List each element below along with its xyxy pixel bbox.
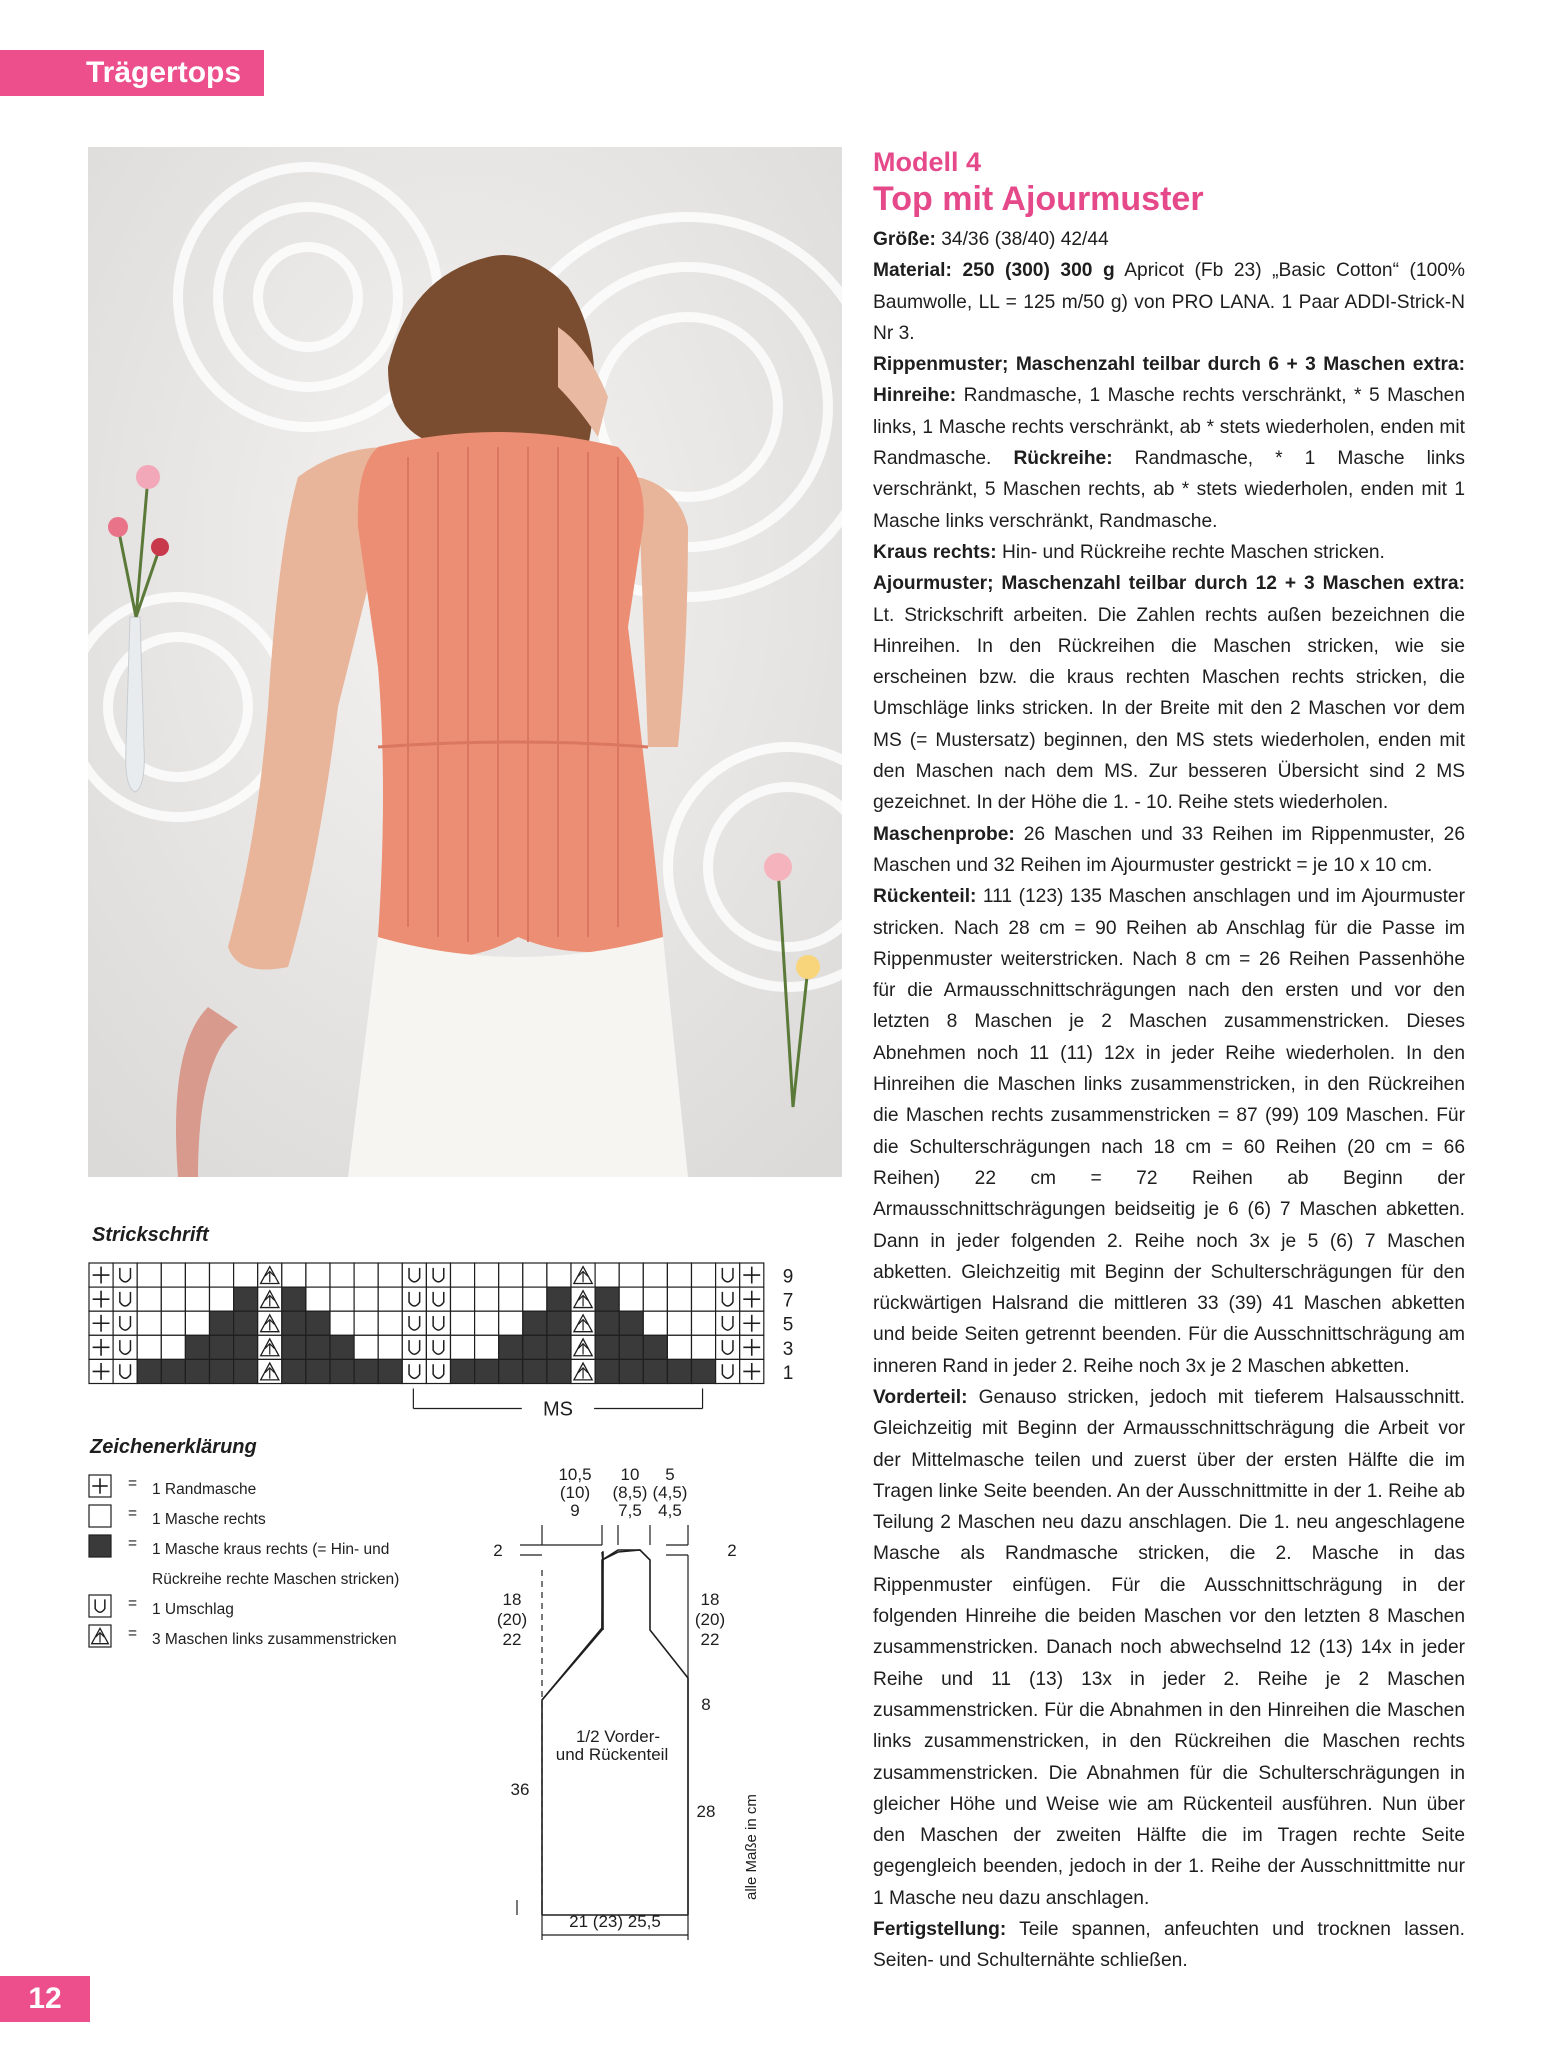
chart-cell [475,1287,499,1311]
chart-cell [667,1287,691,1311]
text-run: Randmasche, 1 Masche rechts verschränkt, * 5 Maschen links, 1 Masche rechts verschränkt, ab * stets wiederholen, enden mit Randmasche. [873,385,1465,470]
chart-cell [378,1311,402,1335]
chart-cell [161,1335,185,1359]
dim-body-height: 28 [696,1802,716,1821]
knitting-chart [88,1262,794,1422]
chart-cell [234,1263,258,1287]
chart-cell [426,1287,450,1311]
chart-cell [89,1359,113,1383]
chart-cell [234,1359,258,1383]
chart-cell [547,1263,571,1287]
chart-cell [161,1311,185,1335]
chart-cell [643,1335,667,1359]
legend-equals: = [128,1505,138,1522]
chart-cell [402,1287,426,1311]
page-number: 12 [0,1976,90,2022]
paragraph [873,881,1465,1382]
legend-symbol-icon [88,1474,110,1496]
chart-cell [426,1335,450,1359]
chart-cell [330,1311,354,1335]
chart-cell [354,1311,378,1335]
dim-armhole-left-3: 22 [502,1630,522,1649]
text-run: 26 Maschen und 33 Reihen im Rippenmuster, 26 Maschen und 32 Reihen im Ajourmuster gestrickt = je 10 x 10 cm. [873,823,1465,876]
dim-top-b-3: 7,5 [618,1501,642,1520]
chart-cell [378,1359,402,1383]
chart-cell [571,1287,595,1311]
chart-cell [716,1359,740,1383]
dim-width: 21 (23) 25,5 [569,1912,661,1931]
chart-cell [113,1287,137,1311]
text-run: 34/36 (38/40) 42/44 [935,229,1109,250]
chart-cell [547,1335,571,1359]
chart-cell [740,1263,764,1287]
dim-top-c-1: 5 [665,1465,675,1484]
chart-cell [161,1359,185,1383]
chart-cell [113,1359,137,1383]
center-label-2: und Rückenteil [555,1745,669,1764]
chart-cell [643,1287,667,1311]
chart-cell [667,1311,691,1335]
paragraph [873,819,1465,882]
text-run: 111 (123) 135 Maschen anschlagen und im Ajourmuster stricken. Nach 28 cm = 90 Reihen ab Anschlag für die Passe im Rippenmuster weiterstricken. Nach 8 cm = 26 Reihen Passenhöhe für die Armausschnittschrägungen nach den ersten und vor den letzten 8 Maschen je 2 Maschen zusammenstricken. Dieses Abnehmen noch 11 (11) 12x in jeder Reihe wiederholen. In den Hinreihen die Maschen links zusammenstricken, in den Rückreihen die Maschen rechts zusammenstricken = 87 (99) 109 Maschen. Für die Schulterschrägungen nach 18 cm = 60 Reihen (20 cm = 66 Reihen) 22 cm = 72 Reihen ab Beginn der Armausschnittschrägungen beidseitig je 6 (6) 7 Maschen abketten. Dann in jeder folgenden 2. Reihe noch 3x je 5 (6) 7 Maschen abketten. Gleichzeitig mit Beginn der Schulterschrägungen für den rückwärtigen Halsrand die mittleren 33 (39) 41 Maschen abketten und beide Seiten getrennt beenden. Für die Ausschnittschrägung am inneren Rand in jeder 2. Reihe noch 3x je 2 Maschen abketten. [873,886,1465,1377]
dim-armhole-right-2: (20) [694,1610,726,1629]
chart-cell [499,1263,523,1287]
chart-cell [89,1263,113,1287]
chart-cell [523,1335,547,1359]
chart-cell [378,1287,402,1311]
chart-cell [258,1263,282,1287]
chart-cell [330,1335,354,1359]
chart-cell [571,1263,595,1287]
chart-cell [667,1335,691,1359]
chart-cell [89,1287,113,1311]
chart-cell [282,1263,306,1287]
dim-armhole-left-1: 18 [502,1590,522,1609]
chart-cell [499,1335,523,1359]
chart-cell [716,1287,740,1311]
chart-cell [451,1359,475,1383]
chart-cell [354,1287,378,1311]
chart-cell [643,1263,667,1287]
chart-cell [451,1287,475,1311]
bold-run: Ajourmuster; Maschenzahl teilbar durch 12 + 3 Maschen extra: [873,573,1465,595]
chart-cell [89,1335,113,1359]
chart-cell [354,1335,378,1359]
chart-cell [595,1335,619,1359]
chart-cell [185,1263,209,1287]
chart-cell [571,1335,595,1359]
chart-cell [234,1287,258,1311]
chart-cell [595,1311,619,1335]
chart-cell [234,1311,258,1335]
row-number: 5 [782,1314,794,1336]
legend-symbol-icon [88,1594,110,1616]
chart-cell [595,1359,619,1383]
chart-cell [258,1335,282,1359]
chart-cell [185,1359,209,1383]
chart-cell [306,1359,330,1383]
dim-shoulder-left: 2 [493,1541,503,1560]
dim-total-height: 36 [510,1780,530,1799]
chart-cell [667,1263,691,1287]
bold-run: Maschenprobe: [873,823,1015,845]
legend-item [88,1472,418,1502]
chart-cell [716,1263,740,1287]
bold-run: Material: 250 (300) 300 g [873,260,1115,282]
legend-title: Zeichenerklärung [90,1436,257,1458]
chart-cell [330,1263,354,1287]
dim-armhole-right-3: 22 [700,1630,720,1649]
text-run: Lt. Strickschrift arbeiten. Die Zahlen rechts außen bezeichnen die Hinreihen. In den Rückreihen die Maschen stricken, wie sie erscheinen bzw. die kraus rechten Maschen rechts stricken, die Umschläge links stricken. In der Breite mit den 2 Maschen vor dem MS (= Mustersatz) beginnen, den MS stets wiederholen, enden mit den Maschen nach dem MS. Zur besseren Übersicht sind 2 MS gezeichnet. In der Höhe die 1. - 10. Reihe stets wiederholen. [873,604,1465,814]
chart-cell [354,1359,378,1383]
dim-top-b-2: (8,5) [612,1483,648,1502]
dim-yoke: 8 [701,1695,711,1714]
chart-cell [716,1335,740,1359]
legend-text: 1 Umschlag [152,1601,234,1618]
chart-cell [692,1335,716,1359]
chart-cell [523,1263,547,1287]
model-photo-illustration [88,147,842,1177]
chart-cell [354,1263,378,1287]
chart-cell [451,1311,475,1335]
legend-symbol-icon [88,1534,110,1556]
model-photo [88,147,842,1177]
model-label: Modell 4 [873,147,982,177]
units-note: alle Maße in cm [743,1794,760,1900]
text-run: Randmasche, * 1 Masche links verschränkt, 5 Maschen rechts, ab * stets wiederholen, enden mit 1 Masche links verschränkt, Randmasche. [873,448,1466,532]
chart-cell [137,1263,161,1287]
chart-cell [137,1335,161,1359]
chart-cell [282,1359,306,1383]
bold-run: Kraus rechts: [873,541,997,563]
chart-cell [740,1359,764,1383]
chart-cell [210,1311,234,1335]
chart-cell [595,1287,619,1311]
chart-cell [595,1263,619,1287]
article-title: Top mit Ajourmuster [873,180,1204,218]
chart-cell [740,1335,764,1359]
dim-shoulder-right: 2 [727,1541,737,1560]
chart-cell [113,1311,137,1335]
paragraph [873,1914,1465,1977]
chart-title: Strickschrift [92,1224,209,1246]
dim-armhole-left-2: (20) [496,1610,528,1629]
chart-cell [258,1311,282,1335]
chart-cell [571,1311,595,1335]
chart-cell [113,1335,137,1359]
chart-cell [643,1311,667,1335]
chart-cell [451,1263,475,1287]
chart-cell [185,1287,209,1311]
chart-cell [475,1311,499,1335]
dim-armhole-right-1: 18 [700,1590,720,1609]
chart-cell [451,1335,475,1359]
section-tab: Trägertops [0,50,264,96]
chart-cell [523,1359,547,1383]
paragraph [873,224,1465,255]
chart-cell [547,1359,571,1383]
chart-cell [306,1287,330,1311]
chart-cell [402,1311,426,1335]
dim-top-c-2: (4,5) [652,1483,688,1502]
paragraph [873,255,1465,349]
chart-cell [210,1335,234,1359]
text-run: Teile spannen, anfeuchten und trocknen lassen. Seiten- und Schulternähte schließen. [873,1919,1465,1972]
legend-item [88,1592,418,1622]
chart-cell [692,1359,716,1383]
chart-cell [378,1335,402,1359]
chart-cell [258,1359,282,1383]
chart-cell [161,1263,185,1287]
legend-equals: = [128,1535,138,1552]
chart-cell [523,1311,547,1335]
chart-cell [740,1311,764,1335]
chart-cell [426,1311,450,1335]
legend-symbol-icon [88,1624,110,1646]
chart-cell [547,1287,571,1311]
chart-cell [692,1287,716,1311]
legend [88,1472,418,1652]
chart-cell [716,1311,740,1335]
bold-run: Größe: [873,229,936,250]
chart-cell [161,1287,185,1311]
legend-equals: = [128,1595,138,1612]
article-body [873,224,1465,1977]
legend-item [88,1532,418,1592]
chart-cell [571,1359,595,1383]
chart-cell [426,1263,450,1287]
chart-cell [378,1263,402,1287]
chart-cell [402,1359,426,1383]
row-number: 7 [782,1290,794,1312]
row-number: 3 [782,1338,794,1360]
chart-cell [619,1335,643,1359]
chart-cell [185,1311,209,1335]
dim-top-a-1: 10,5 [558,1465,592,1484]
chart-cell [499,1311,523,1335]
chart-cell [282,1335,306,1359]
chart-cell [402,1263,426,1287]
legend-equals: = [128,1625,138,1642]
chart-cell [475,1359,499,1383]
chart-cell [306,1335,330,1359]
chart-cell [234,1335,258,1359]
bold-run: Vorderteil: [873,1386,968,1408]
chart-cell [523,1287,547,1311]
chart-cell [619,1359,643,1383]
legend-text: 1 Randmasche [152,1481,257,1498]
legend-item [88,1622,418,1652]
chart-cell [619,1287,643,1311]
bold-run: Rippenmuster; Maschenzahl teilbar durch 6 + 3 Maschen extra: Hinreihe: [873,354,1465,407]
text-run: Hin- und Rückreihe rechte Maschen stricken. [996,541,1385,563]
paragraph [873,537,1465,568]
legend-symbol-icon [88,1504,110,1526]
chart-cell [137,1311,161,1335]
dim-top-a-3: 9 [570,1501,580,1520]
chart-cell [426,1359,450,1383]
legend-text: 1 Masche rechts [152,1511,266,1528]
chart-cell [330,1359,354,1383]
dim-top-a-2: (10) [559,1483,591,1502]
chart-cell [282,1311,306,1335]
bold-run: Fertigstellung: [873,1919,1007,1941]
chart-cell [210,1287,234,1311]
dim-top-b-1: 10 [620,1465,640,1484]
chart-cell [499,1287,523,1311]
row-number: 1 [782,1362,794,1384]
chart-cell [499,1359,523,1383]
chart-cell [210,1359,234,1383]
chart-cell [402,1335,426,1359]
chart-cell [667,1359,691,1383]
chart-cell [137,1287,161,1311]
chart-cell [282,1287,306,1311]
paragraph [873,349,1465,537]
chart-cell [619,1311,643,1335]
chart-cell [692,1311,716,1335]
chart-cell [740,1287,764,1311]
chart-cell [475,1263,499,1287]
chart-cell [306,1311,330,1335]
garment-schematic [470,1460,800,1950]
article [873,146,1465,1977]
chart-cell [210,1263,234,1287]
center-label-1: 1/2 Vorder- [575,1727,661,1746]
chart-cell [643,1359,667,1383]
text-run: Apricot (Fb 23) „Basic Cotton“ (100% Baumwolle, LL = 125 m/50 g) von PRO LANA. 1 Paar ADDI-Strick-N Nr 3. [873,260,1465,344]
row-number: 9 [782,1266,794,1288]
text-run: Genauso stricken, jedoch mit tieferem Halsausschnitt. Gleichzeitig mit Beginn der Armausschnittschrägung die Arbeit vor der Mittelmasche teilen und zuerst über der ersten Hälfte die im Tragen linke Seite beenden. An der Ausschnittmitte in der 1. Reihe ab Teilung 2 Maschen neu dazu anschlagen. Die 1. neu angeschlagene Masche als Randmasche stricken, die 2. Masche in das Rippenmuster einfügen. Für die Ausschnittschrägung in der folgenden Hinreihe die beiden Maschen vor den letzten 8 Maschen zusammenstricken. Danach noch abwechselnd 12 (13) 14x in jeder Reihe und 11 (13) 13x in jeder 2. Reihe je 2 Maschen zusammenstricken. Für die Abnahmen in den Hinreihen die Maschen links zusammenstricken, in den Rückreihen die Maschen rechts zusammenstricken. Die Abnahmen für die Schulterschrägungen in gleicher Höhe und Weise wie am Rückenteil ausführen. Nun über den Maschen der zweiten Hälfte die im Tragen rechte Seite gegengleich beenden, jedoch in der 1. Reihe der Ausschnittmitte nur 1 Masche neu dazu anschlagen. [873,1386,1465,1909]
chart-cell [330,1287,354,1311]
bold-run: Rückreihe: [1013,448,1113,470]
legend-text: 3 Maschen links zusammenstricken [152,1631,397,1648]
legend-equals: = [128,1475,138,1492]
legend-item [88,1502,418,1532]
chart-cell [137,1359,161,1383]
bold-run: Rückenteil: [873,886,977,908]
paragraph [873,1382,1465,1914]
chart-cell [185,1335,209,1359]
paragraph [873,568,1465,818]
chart-cell [619,1263,643,1287]
legend-text: 1 Masche kraus rechts (= Hin- und Rückreihe rechte Maschen stricken) [152,1541,400,1588]
chart-cell [475,1335,499,1359]
chart-cell [547,1311,571,1335]
dim-top-c-3: 4,5 [658,1501,682,1520]
chart-cell [113,1263,137,1287]
chart-cell [258,1287,282,1311]
ms-label: MS [542,1398,573,1421]
chart-cell [89,1311,113,1335]
chart-cell [306,1263,330,1287]
chart-cell [692,1263,716,1287]
